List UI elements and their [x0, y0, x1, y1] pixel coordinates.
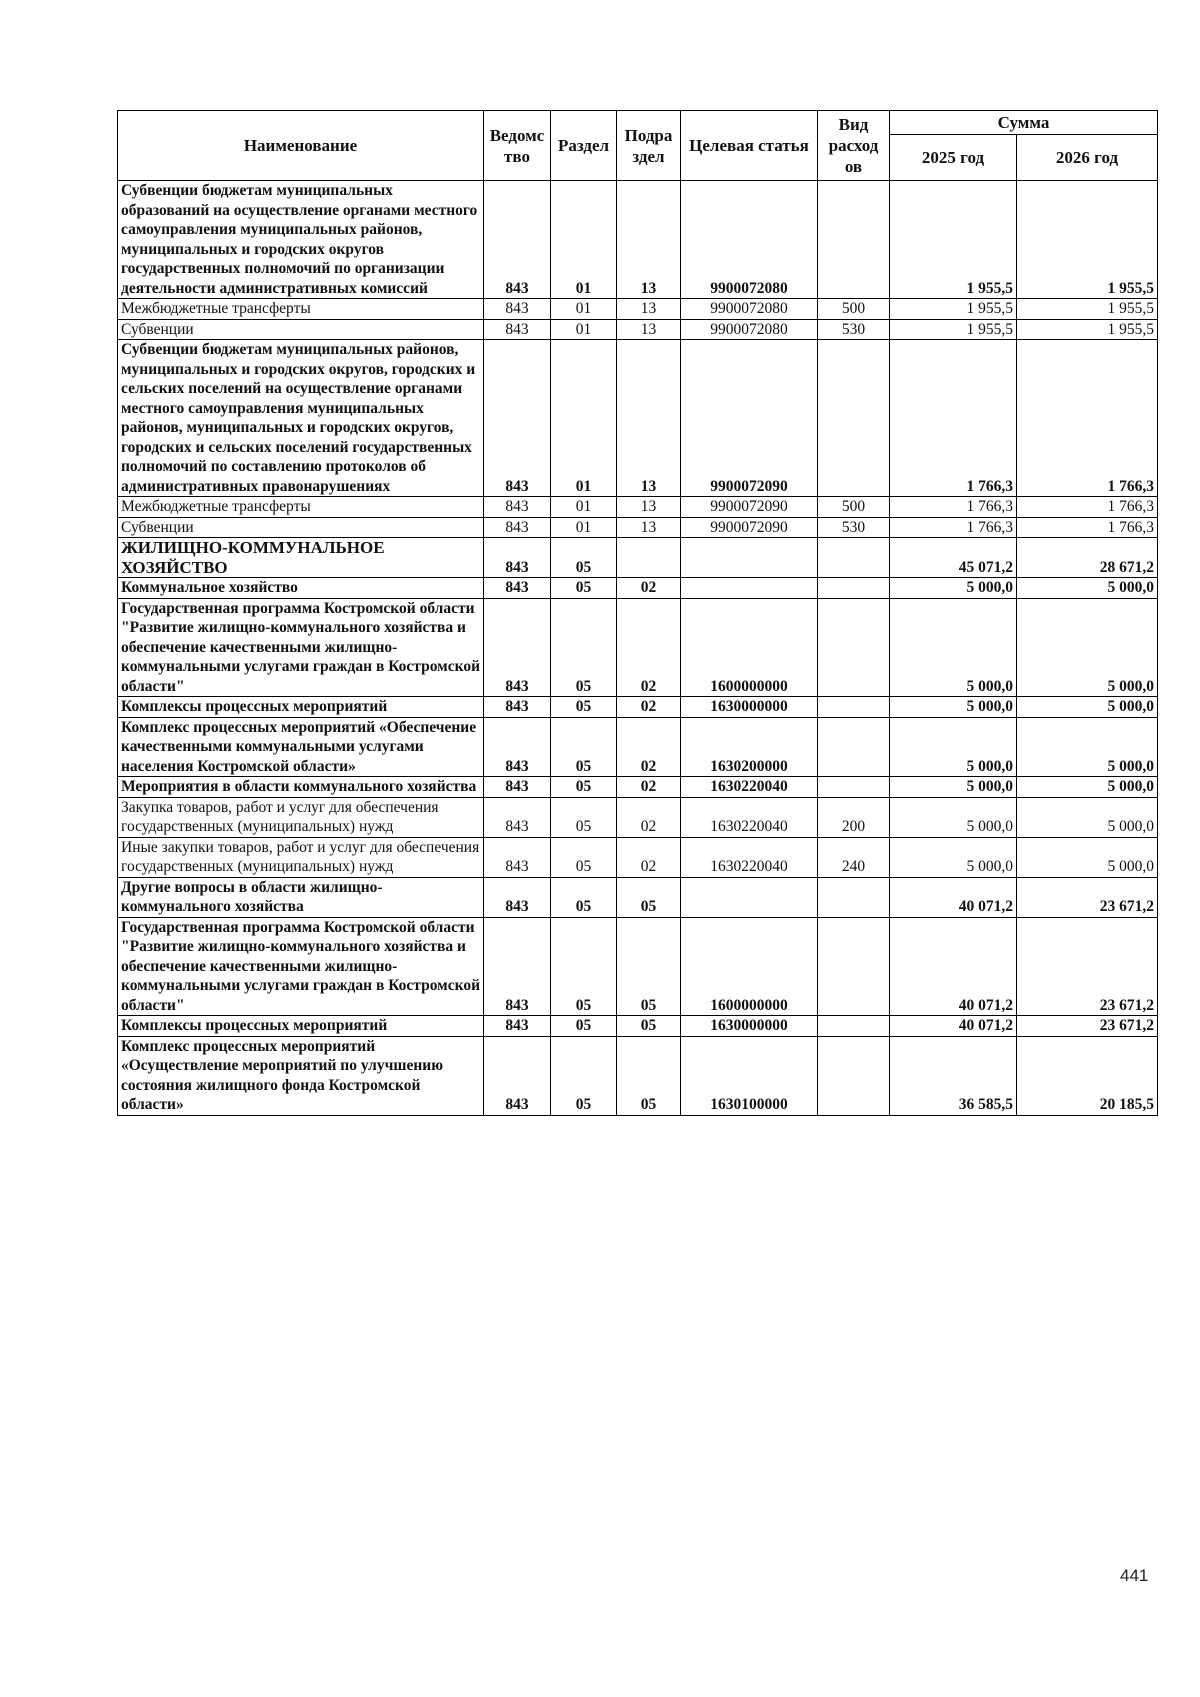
row-department-cell: 843: [484, 497, 551, 518]
row-sum-2026-cell: 20 185,5: [1017, 1036, 1158, 1115]
row-sum-2025-cell: 5 000,0: [890, 598, 1017, 697]
page-number: 441: [1120, 1566, 1149, 1585]
row-sum-2025-cell: 1 955,5: [890, 299, 1017, 320]
row-section-cell: 05: [551, 538, 617, 578]
row-expense-type-cell: [818, 1036, 890, 1115]
row-subsection-cell: 02: [617, 578, 681, 599]
row-sum-2025-cell: 1 766,3: [890, 517, 1017, 538]
row-expense-type-cell: [818, 181, 890, 299]
row-expense-type-cell: [818, 578, 890, 599]
row-section-cell: 01: [551, 181, 617, 299]
row-name-cell: Закупка товаров, работ и услуг для обеспечения государственных (муниципальных) нужд: [118, 797, 484, 837]
row-name-cell: ЖИЛИЩНО-КОММУНАЛЬНОЕ ХОЗЯЙСТВО: [118, 538, 484, 578]
header-target-article: Целевая статья: [681, 111, 818, 181]
row-name-cell: Комплексы процессных мероприятий: [118, 697, 484, 718]
budget-table: [117, 110, 1158, 1116]
header-year-2026: 2026 год: [1017, 135, 1158, 181]
row-sum-2025-cell: 40 071,2: [890, 917, 1017, 1016]
row-target-article-cell: [681, 877, 818, 917]
row-target-article-cell: 1600000000: [681, 917, 818, 1016]
row-section-cell: 05: [551, 1036, 617, 1115]
row-department-cell: 843: [484, 538, 551, 578]
row-section-cell: 05: [551, 777, 617, 798]
row-department-cell: 843: [484, 578, 551, 599]
row-department-cell: 843: [484, 917, 551, 1016]
row-sum-2026-cell: 5 000,0: [1017, 797, 1158, 837]
header-name: Наименование: [118, 111, 484, 181]
row-department-cell: 843: [484, 340, 551, 497]
row-name-cell: Государственная программа Костромской области "Развитие жилищно-коммунального хозяйства и обеспечение качественными жилищно-коммунальными услугами граждан в Костромской области": [118, 917, 484, 1016]
row-target-article-cell: [681, 538, 818, 578]
row-target-article-cell: 1630220040: [681, 797, 818, 837]
row-subsection-cell: 13: [617, 340, 681, 497]
table-row: [118, 837, 1158, 877]
row-sum-2025-cell: 36 585,5: [890, 1036, 1017, 1115]
row-sum-2026-cell: 5 000,0: [1017, 777, 1158, 798]
row-expense-type-cell: 200: [818, 797, 890, 837]
row-department-cell: 843: [484, 598, 551, 697]
row-department-cell: 843: [484, 181, 551, 299]
table-row: [118, 517, 1158, 538]
row-section-cell: 01: [551, 319, 617, 340]
row-sum-2025-cell: 1 955,5: [890, 181, 1017, 299]
row-subsection-cell: 13: [617, 497, 681, 518]
row-department-cell: 843: [484, 717, 551, 777]
header-department: Ведомс тво: [484, 111, 551, 181]
table-row: [118, 598, 1158, 697]
row-sum-2025-cell: 1 955,5: [890, 319, 1017, 340]
row-subsection-cell: 02: [617, 697, 681, 718]
row-name-cell: Субвенции: [118, 319, 484, 340]
row-name-cell: Субвенции бюджетам муниципальных районов, муниципальных и городских округов, городских и сельских поселений на осуществление органами местного самоуправления муниципальных районов, муниципальных и городских округов, городских и сельских поселений государственных полномочий по составлению протоколов об административных правонарушениях: [118, 340, 484, 497]
row-department-cell: 843: [484, 797, 551, 837]
row-sum-2025-cell: 40 071,2: [890, 877, 1017, 917]
row-expense-type-cell: [818, 697, 890, 718]
row-expense-type-cell: [818, 538, 890, 578]
row-department-cell: 843: [484, 1036, 551, 1115]
row-subsection-cell: 13: [617, 517, 681, 538]
row-section-cell: 05: [551, 837, 617, 877]
table-row: [118, 497, 1158, 518]
row-target-article-cell: 1600000000: [681, 598, 818, 697]
table-row: [118, 181, 1158, 299]
row-expense-type-cell: [818, 598, 890, 697]
row-sum-2026-cell: 23 671,2: [1017, 917, 1158, 1016]
row-name-cell: Субвенции: [118, 517, 484, 538]
row-name-cell: Межбюджетные трансферты: [118, 497, 484, 518]
row-target-article-cell: 9900072090: [681, 340, 818, 497]
row-name-cell: Другие вопросы в области жилищно-коммунального хозяйства: [118, 877, 484, 917]
row-subsection-cell: 13: [617, 181, 681, 299]
row-department-cell: 843: [484, 777, 551, 798]
row-section-cell: 05: [551, 598, 617, 697]
row-section-cell: 05: [551, 697, 617, 718]
header-subsection: Подра здел: [617, 111, 681, 181]
table-row: [118, 697, 1158, 718]
row-section-cell: 01: [551, 517, 617, 538]
table-row: [118, 877, 1158, 917]
row-sum-2026-cell: 5 000,0: [1017, 717, 1158, 777]
header-sum: Сумма: [890, 111, 1158, 135]
row-sum-2025-cell: 5 000,0: [890, 797, 1017, 837]
row-expense-type-cell: [818, 917, 890, 1016]
row-expense-type-cell: [818, 777, 890, 798]
row-sum-2026-cell: 1 766,3: [1017, 497, 1158, 518]
row-expense-type-cell: 500: [818, 299, 890, 320]
row-target-article-cell: 9900072090: [681, 497, 818, 518]
row-expense-type-cell: [818, 340, 890, 497]
table-header: [118, 111, 1158, 181]
row-subsection-cell: 02: [617, 777, 681, 798]
row-sum-2026-cell: 1 955,5: [1017, 299, 1158, 320]
table-row: [118, 340, 1158, 497]
row-sum-2026-cell: 5 000,0: [1017, 598, 1158, 697]
table-row: [118, 299, 1158, 320]
row-expense-type-cell: 240: [818, 837, 890, 877]
table-row: [118, 797, 1158, 837]
row-sum-2025-cell: 5 000,0: [890, 697, 1017, 718]
row-section-cell: 05: [551, 877, 617, 917]
row-target-article-cell: 9900072090: [681, 517, 818, 538]
row-target-article-cell: 1630220040: [681, 777, 818, 798]
row-department-cell: 843: [484, 319, 551, 340]
table-row: [118, 578, 1158, 599]
row-sum-2026-cell: 5 000,0: [1017, 697, 1158, 718]
row-sum-2026-cell: 23 671,2: [1017, 877, 1158, 917]
row-sum-2026-cell: 5 000,0: [1017, 837, 1158, 877]
row-expense-type-cell: 500: [818, 497, 890, 518]
row-subsection-cell: 05: [617, 917, 681, 1016]
table-row: [118, 538, 1158, 578]
header-section: Раздел: [551, 111, 617, 181]
row-section-cell: 05: [551, 717, 617, 777]
row-department-cell: 843: [484, 517, 551, 538]
table-row: [118, 319, 1158, 340]
row-subsection-cell: 02: [617, 837, 681, 877]
row-sum-2025-cell: 5 000,0: [890, 578, 1017, 599]
row-subsection-cell: 13: [617, 319, 681, 340]
row-sum-2025-cell: 40 071,2: [890, 1016, 1017, 1037]
row-section-cell: 05: [551, 797, 617, 837]
row-target-article-cell: 9900072080: [681, 181, 818, 299]
row-sum-2025-cell: 5 000,0: [890, 717, 1017, 777]
row-expense-type-cell: [818, 877, 890, 917]
row-target-article-cell: 1630220040: [681, 837, 818, 877]
row-subsection-cell: 02: [617, 797, 681, 837]
row-name-cell: Иные закупки товаров, работ и услуг для обеспечения государственных (муниципальных) нужд: [118, 837, 484, 877]
row-sum-2025-cell: 5 000,0: [890, 777, 1017, 798]
row-sum-2026-cell: 1 955,5: [1017, 319, 1158, 340]
row-sum-2025-cell: 1 766,3: [890, 340, 1017, 497]
row-sum-2026-cell: 1 766,3: [1017, 340, 1158, 497]
row-target-article-cell: 1630000000: [681, 697, 818, 718]
row-subsection-cell: 02: [617, 717, 681, 777]
row-target-article-cell: 9900072080: [681, 299, 818, 320]
table-row: [118, 1036, 1158, 1115]
row-department-cell: 843: [484, 299, 551, 320]
row-name-cell: Государственная программа Костромской области "Развитие жилищно-коммунального хозяйства и обеспечение качественными жилищно-коммунальными услугами граждан в Костромской области": [118, 598, 484, 697]
row-sum-2025-cell: 45 071,2: [890, 538, 1017, 578]
row-section-cell: 05: [551, 578, 617, 599]
header-expense-type: Вид расход ов: [818, 111, 890, 181]
row-expense-type-cell: 530: [818, 319, 890, 340]
table-row: [118, 717, 1158, 777]
table-row: [118, 777, 1158, 798]
row-section-cell: 01: [551, 340, 617, 497]
row-section-cell: 01: [551, 299, 617, 320]
row-target-article-cell: 9900072080: [681, 319, 818, 340]
row-department-cell: 843: [484, 877, 551, 917]
row-subsection-cell: [617, 538, 681, 578]
row-expense-type-cell: 530: [818, 517, 890, 538]
table-row: [118, 1016, 1158, 1037]
row-sum-2026-cell: 28 671,2: [1017, 538, 1158, 578]
row-name-cell: Субвенции бюджетам муниципальных образований на осуществление органами местного самоуправления муниципальных районов, муниципальных и городских округов государственных полномочий по организации деятельности административных комиссий: [118, 181, 484, 299]
row-department-cell: 843: [484, 697, 551, 718]
row-name-cell: Комплексы процессных мероприятий: [118, 1016, 484, 1037]
row-section-cell: 01: [551, 497, 617, 518]
table-body: [118, 181, 1158, 1116]
row-sum-2026-cell: 23 671,2: [1017, 1016, 1158, 1037]
row-sum-2025-cell: 1 766,3: [890, 497, 1017, 518]
row-subsection-cell: 05: [617, 1036, 681, 1115]
table-row: [118, 917, 1158, 1016]
row-target-article-cell: [681, 578, 818, 599]
header-year-2025: 2025 год: [890, 135, 1017, 181]
row-sum-2026-cell: 5 000,0: [1017, 578, 1158, 599]
row-name-cell: Комплекс процессных мероприятий «Осуществление мероприятий по улучшению состояния жилищного фонда Костромской области»: [118, 1036, 484, 1115]
row-sum-2026-cell: 1 955,5: [1017, 181, 1158, 299]
row-subsection-cell: 05: [617, 1016, 681, 1037]
row-name-cell: Коммунальное хозяйство: [118, 578, 484, 599]
row-expense-type-cell: [818, 717, 890, 777]
row-department-cell: 843: [484, 837, 551, 877]
row-target-article-cell: 1630200000: [681, 717, 818, 777]
row-subsection-cell: 05: [617, 877, 681, 917]
row-subsection-cell: 13: [617, 299, 681, 320]
row-name-cell: Межбюджетные трансферты: [118, 299, 484, 320]
row-target-article-cell: 1630000000: [681, 1016, 818, 1037]
row-name-cell: Мероприятия в области коммунального хозяйства: [118, 777, 484, 798]
row-name-cell: Комплекс процессных мероприятий «Обеспечение качественными коммунальными услугами населения Костромской области»: [118, 717, 484, 777]
row-section-cell: 05: [551, 917, 617, 1016]
row-section-cell: 05: [551, 1016, 617, 1037]
row-subsection-cell: 02: [617, 598, 681, 697]
row-target-article-cell: 1630100000: [681, 1036, 818, 1115]
row-sum-2025-cell: 5 000,0: [890, 837, 1017, 877]
row-expense-type-cell: [818, 1016, 890, 1037]
row-department-cell: 843: [484, 1016, 551, 1037]
row-sum-2026-cell: 1 766,3: [1017, 517, 1158, 538]
